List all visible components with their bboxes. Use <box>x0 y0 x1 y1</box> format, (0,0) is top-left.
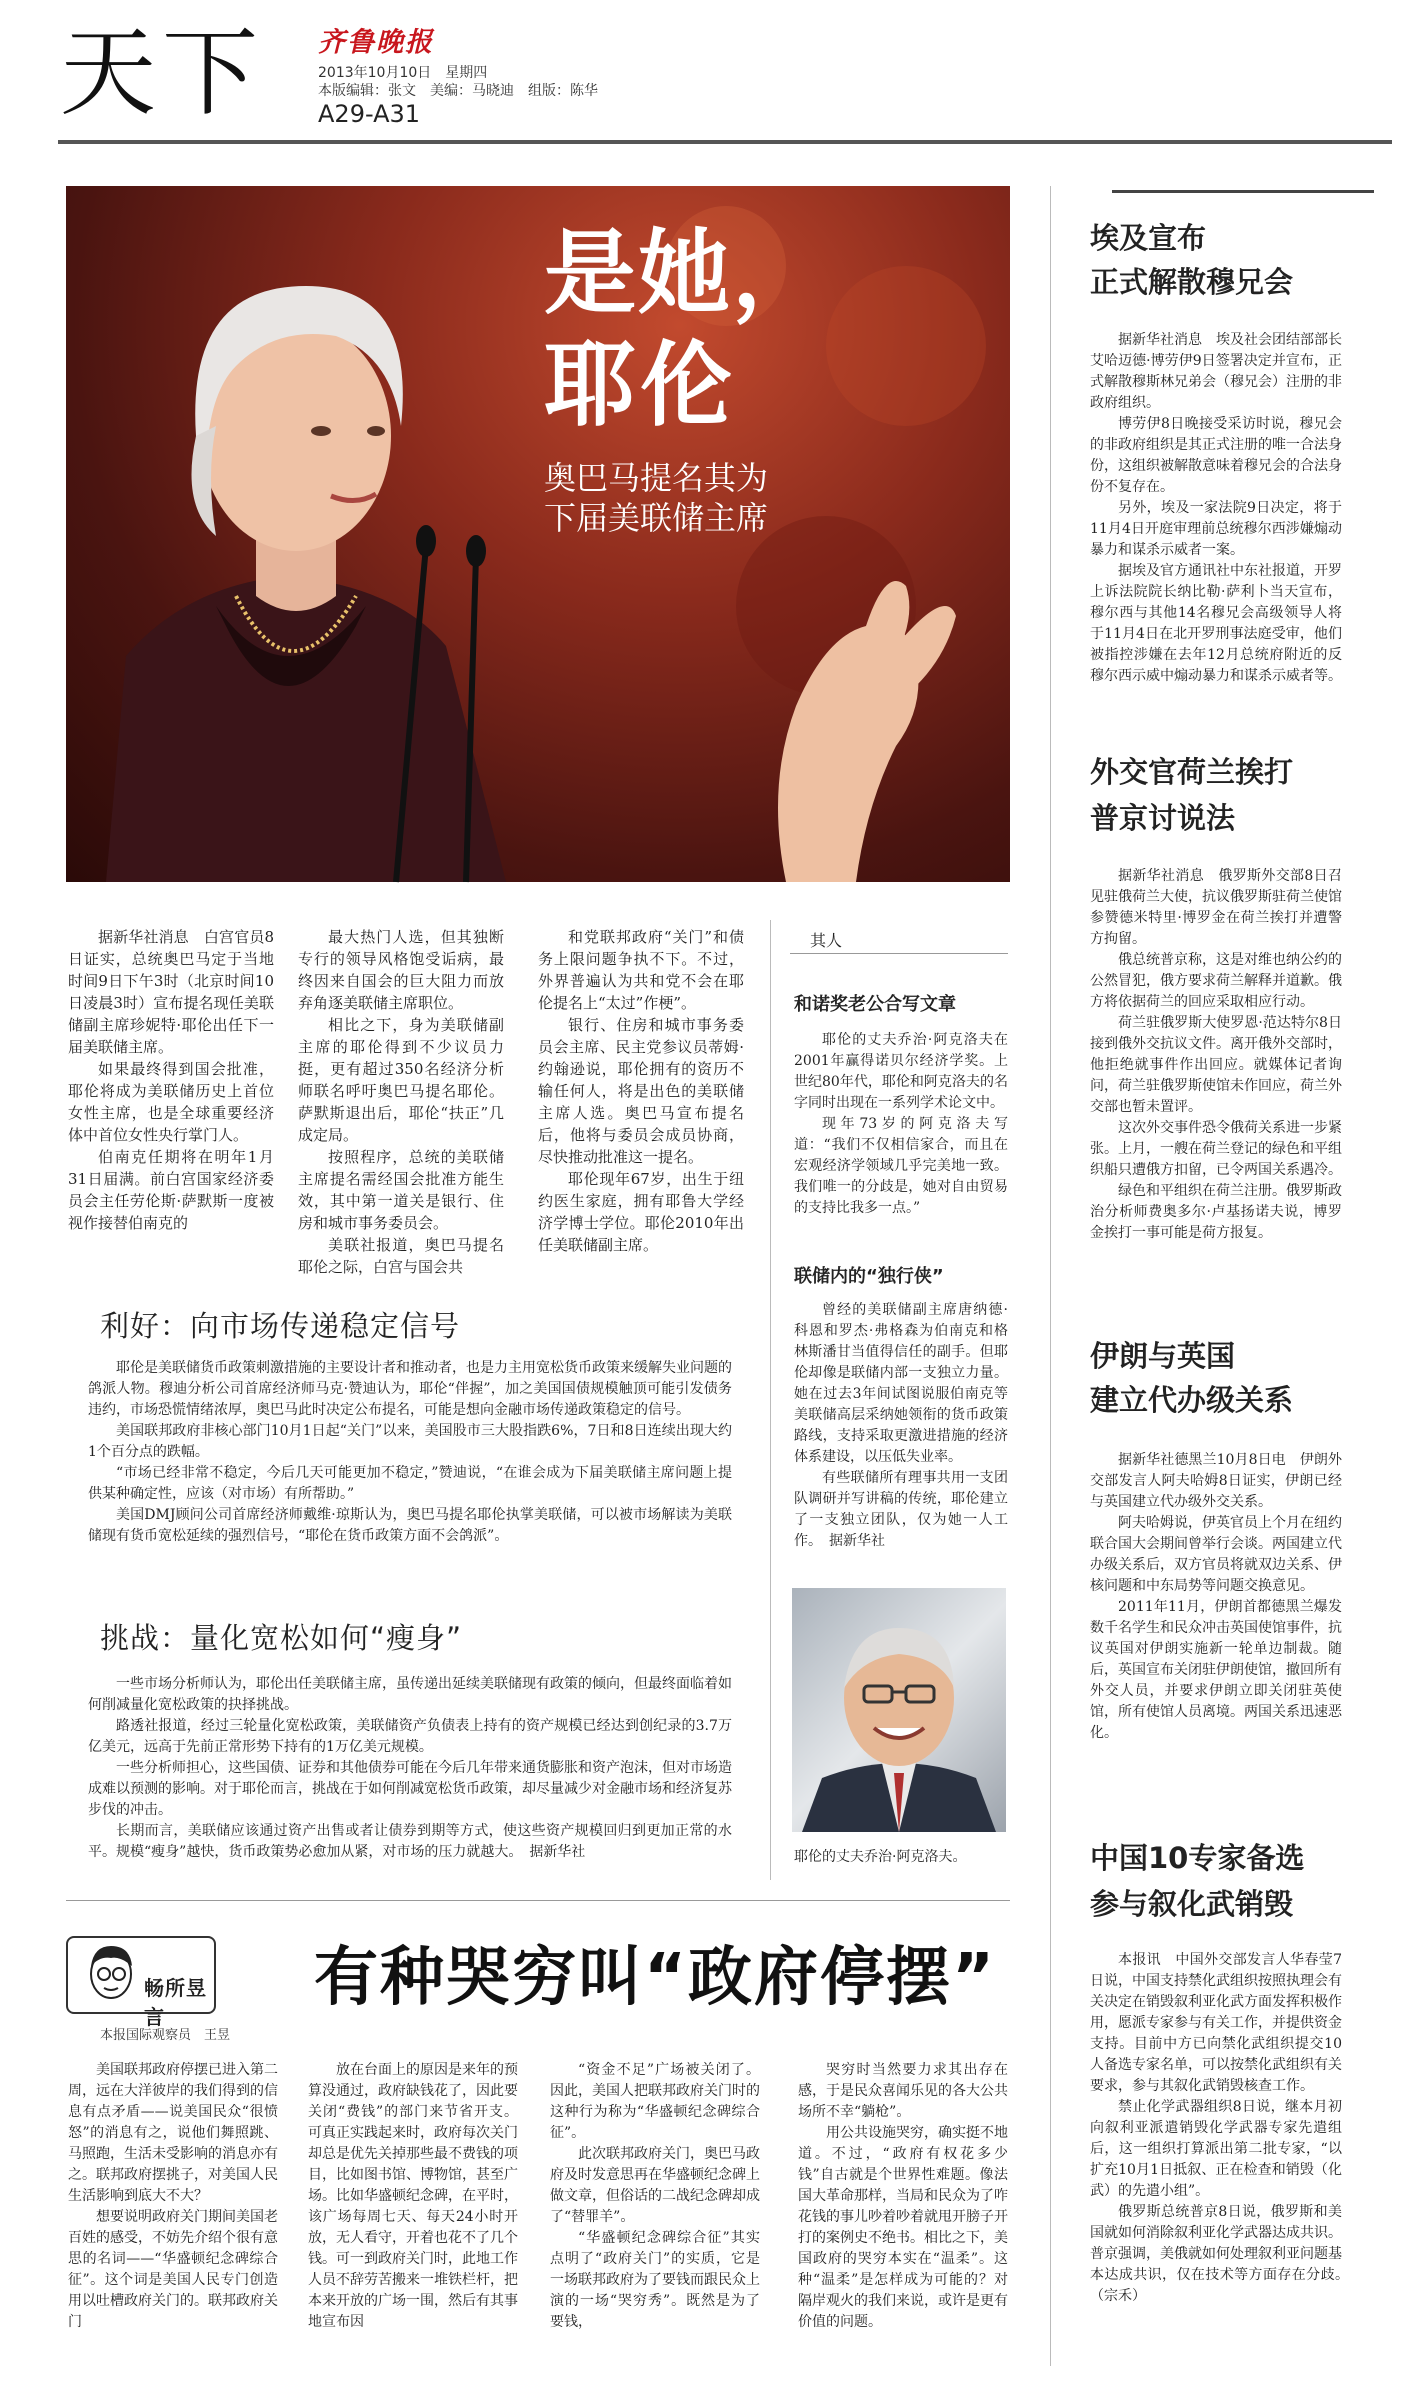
page-range: A29-A31 <box>318 100 421 128</box>
husband-photo-caption: 耶伦的丈夫乔治·阿克洛夫。 <box>794 1849 967 1865</box>
section-title: 天下 <box>60 17 264 129</box>
right-story3-head1: 伊朗与英国 <box>1090 1339 1236 1373</box>
sidebar-label: 其人 <box>810 931 843 950</box>
lead-body-col3: 和党联邦政府“关门”和债务上限问题争执不下。不过，外界普遍认为共和党不会在耶伦提名上“太过”作梗”。 银行、住房和城市事务委员会主席、民主党参议员蒂姆·约翰逊说，耶伦拥有的资历不输任何人，将是出色的美联储主席人选。奥巴马宣布提名后，他将与委员会成员协商，尽快推动批准这一提名。 耶伦现年67岁，出生于纽约医生家庭，拥有耶鲁大学经济学博士学位。耶伦2010年出任美联储副主席。 <box>538 928 744 1254</box>
columnist-sketch-icon <box>76 1938 146 2012</box>
right-story1-head2: 正式解散穆兄会 <box>1090 265 1294 299</box>
right-story3-head2: 建立代办级关系 <box>1090 1383 1294 1417</box>
columnist-avatar <box>66 1936 216 2029</box>
lead-photo <box>66 186 1010 882</box>
right-col-top-rule <box>1112 190 1374 193</box>
column-col4: 哭穷时当然要力求其出存在感，于是民众喜闻乐见的各大公共场所不幸“躺枪”。 用公共设施哭穷，确实挺不地道。不过，“政府有权花多少钱”自古就是个世界性难题。像法国大革命那样，当局和民众为了咋花钱的事儿吵着吵着就甩开膀子开打的案例史不绝书。相比之下，美国政府的哭穷本实在“温柔”。这种“温柔”是怎样成为可能的？对隔岸观火的我们来说，或许是更有价值的问题。 <box>798 2062 1008 2330</box>
right-story4-head1: 中国10专家备选 <box>1090 1841 1305 1875</box>
lead-body-col1: 据新华社消息 白宫官员8日证实，总统奥巴马定于当地时间9日下午3时（北京时间10日凌晨3时）宣布提名现任美联储副主席珍妮特·耶伦出任下一届美联储主席。 如果最终得到国会批准，耶伦将成为美联储历史上首位女性主席，也是全球重要经济体中首位女性央行掌门人。 伯南克任期将在明年1月31日届满。前白宫国家经济委员会主任劳伦斯·萨默斯一度被视作接替伯南克的 <box>68 928 274 1232</box>
husband-photo <box>792 1588 1006 1832</box>
man-portrait-illustration <box>792 1588 1006 1832</box>
editors-line: 本版编辑：张文 美编：马晓迪 组版：陈华 <box>318 83 598 99</box>
lead-headline-line1: 是她， <box>544 220 827 327</box>
column-headline: 有种哭穷叫“政府停摆” <box>314 1941 997 2015</box>
paper-name-logo: 齐鲁晚报 <box>318 27 434 58</box>
date-line: 2013年10月10日 星期四 <box>318 65 488 81</box>
sidebar-divider <box>770 920 771 1880</box>
sidebar-head2: 联储内的“独行侠” <box>794 1266 944 1287</box>
section-challenge-text: 一些市场分析师认为，耶伦出任美联储主席，虽传递出延续美联储现有政策的倾向，但最终面临着如何削减量化宽松政策的抉择挑战。 路透社报道，经过三轮量化宽松政策，美联储资产负债表上持有的资产规模已经达到创纪录的3.7万亿美元，远高于先前正常形势下持有的1万亿美元规模。 一些分析师担心，这些国债、证券和其他债券可能在今后几年带来通货膨胀和资产泡沫，但对市场造成难以预测的影响。对于耶伦而言，挑战在于如何削减宽松货币政策，却尽量减少对金融市场和经济复苏步伐的冲击。 长期而言，美联储应该通过资产出售或者让债券到期等方式，使这些资产规模回归到更加正常的水平。规模“瘦身”越快，货币政策势必愈加从紧，对市场的压力就越大。 据新华社 <box>88 1676 732 1860</box>
right-story3-text: 据新华社德黑兰10月8日电 伊朗外交部发言人阿夫哈姆8日证实，伊朗已经与英国建立代办级外交关系。 阿夫哈姆说，伊英官员上个月在纽约联合国大会期间曾举行会谈。两国建立代办级关系后，双方官员将就双边关系、伊核问题和中东局势等问题交换意见。 2011年11月，伊朗首都德黑兰爆发数千名学生和民众冲击英国使馆事件，抗议英国对伊朗实施新一轮单边制裁。随后，英国宣布关闭驻伊朗使馆，撤回所有外交人员，并要求伊朗立即关闭驻英使馆，所有使馆人员离境。两国关系迅速恶化。 <box>1090 1452 1342 1741</box>
lead-subhead-line1: 奥巴马提名其为 <box>544 459 769 497</box>
lead-body-col2: 最大热门人选，但其独断专行的领导风格饱受诟病，最终因来自国会的巨大阻力而放弃角逐美联储主席职位。 相比之下，身为美联储副主席的耶伦得到不少议员力挺，更有超过350名经济分析师联名呼吁奥巴马提名耶伦。萨默斯退出后，耶伦“扶正”几成定局。 按照程序，总统的美联储主席提名需经国会批准方能生效，其中第一道关是银行、住房和城市事务委员会。 美联社报道，奥巴马提名耶伦之际，白宫与国会共 <box>298 928 504 1276</box>
section-challenge-title: 挑战：量化宽松如何“瘦身” <box>100 1621 463 1655</box>
section-good-title: 利好：向市场传递稳定信号 <box>100 1309 461 1343</box>
right-story1-text: 据新华社消息 埃及社会团结部部长艾哈迈德·博劳伊9日签署决定并宣布，正式解散穆斯林兄弟会（穆兄会）注册的非政府组织。 博劳伊8日晚接受采访时说，穆兄会的非政府组织是其正式注册的唯一合法身份，这组织被解散意味着穆兄会的合法身份不复存在。 另外，埃及一家法院9日决定，将于11月4日开庭审理前总统穆尔西涉嫌煽动暴力和谋杀示威者一案。 据埃及官方通讯社中东社报道，开罗上诉法院院长纳比勒·萨利卜当天宣布，穆尔西与其他14名穆兄会高级领导人将于11月4日在北开罗刑事法庭受审，他们被指控涉嫌在去年12月总统府附近的反穆尔西示威中煽动暴力和谋杀示威者等。 <box>1090 332 1342 684</box>
right-story2-head2: 普京讨说法 <box>1090 801 1236 835</box>
right-column-divider <box>1050 186 1051 2366</box>
lead-headline-line2: 耶伦 <box>544 332 737 439</box>
right-story1-head1: 埃及宣布 <box>1090 221 1207 255</box>
sidebar-text2: 曾经的美联储副主席唐纳德·科恩和罗杰·弗格森为伯南克和格林斯潘甘当值得信任的副手。但耶伦却像是联储内部一支独立力量。她在过去3年间试图说服伯南克等美联储高层采纳她领衔的货币政策路线，支持采取更激进措施的经济体系建设，以压低失业率。 有些联储所有理事共用一支团队调研并写讲稿的传统，耶伦建立了一支独立团队，仅为她一人工作。 据新华社 <box>794 1302 1008 1549</box>
column-divider-rule <box>66 1900 1010 1901</box>
woman-portrait-illustration <box>66 186 1010 882</box>
sidebar-head1: 和诺奖老公合写文章 <box>794 994 956 1015</box>
column-col3: “资金不足”广场被关闭了。因此，美国人把联邦政府关门时的这种行为称为“华盛顿纪念碑综合征”。 此次联邦政府关门，奥巴马政府及时发意思再在华盛顿纪念碑上做文章，但俗话的二战纪念碑却成了“替罪羊”。 “华盛顿纪念碑综合征”其实点明了“政府关门”的实质，它是一场联邦政府为了要钱而跟民众上演的一场“哭穷秀”。既然是为了要钱， <box>550 2062 760 2330</box>
right-story2-text: 据新华社消息 俄罗斯外交部8日召见驻俄荷兰大使，抗议俄罗斯驻荷兰使馆参赞德米特里·博罗金在荷兰挨打并遭警方拘留。 俄总统普京称，这是对维也纳公约的公然冒犯，俄方要求荷兰解释并道歉。俄方将依据荷兰的回应采取相应行动。 荷兰驻俄罗斯大使罗恩·范达特尔8日接到俄外交抗议文件。离开俄外交部时，他拒绝就事件作出回应。就媒体记者询问，荷兰驻俄罗斯使馆未作回应，荷兰外交部也暂未置评。 这次外交事件恐令俄荷关系进一步紧张。上月，一艘在荷兰登记的绿色和平组织船只遭俄方扣留，已令两国关系遇冷。 绿色和平组织在荷兰注册。俄罗斯政治分析师费奥多尔·卢基扬诺夫说，博罗金挨打一事可能是荷方报复。 <box>1090 868 1342 1241</box>
sidebar-label-box <box>790 926 1008 954</box>
lead-subhead-line2: 下届美联储主席 <box>544 499 769 537</box>
right-story4-head2: 参与叙化武销毁 <box>1090 1887 1294 1921</box>
column-logo-text: 畅所昱言 <box>144 1976 207 2029</box>
column-col1: 美国联邦政府停摆已进入第二周，远在大洋彼岸的我们得到的信息有点矛盾——说美国民众“很愤怒”的消息有之，说他们舞照跳、马照跑，生活未受影响的消息亦有之。联邦政府摆挑子，对美国人民生活影响到底大不大？ 想要说明政府关门期间美国老百姓的感受，不妨先介绍个很有意思的名词——“华盛顿纪念碑综合征”。这个词是美国人民专门创造用以吐槽政府关门的。联邦政府关门 <box>68 2062 278 2330</box>
column-byline: 本报国际观察员 王昱 <box>100 2028 231 2043</box>
sidebar-text1: 耶伦的丈夫乔治·阿克洛夫在2001年赢得诺贝尔经济学奖。上世纪80年代，耶伦和阿克洛夫的名字同时出现在一系列学术论文中。 现年73岁的阿克洛夫写道：“我们不仅相信家合，而且在宏观经济学领域几乎完美地一致。我们唯一的分歧是，她对自由贸易的支持比我多一点。” <box>794 1032 1008 1216</box>
right-story2-head1: 外交官荷兰挨打 <box>1090 755 1294 789</box>
right-story4-text: 本报讯 中国外交部发言人华春莹7日说，中国支持禁化武组织按照执理会有关决定在销毁叙利亚化武方面发挥积极作用，愿派专家参与有关工作，并提供资金支持。目前中方已向禁化武组织提交10人备选专家名单，可以按禁化武组织有关要求，参与其叙化武销毁核查工作。 禁止化学武器组织8日说，继本月初向叙利亚派遣销毁化学武器专家先遣组后，这一组织打算派出第二批专家，“以扩充10月1日抵叙、正在检查和销毁（化武）的先遣小组”。 俄罗斯总统普京8日说，俄罗斯和美国就如何消除叙利亚化学武器达成共识。普京强调，美俄就如何处理叙利亚问题基本达成共识，仅在技术等方面存在分歧。 （宗禾） <box>1090 1952 1356 2304</box>
masthead-rule <box>58 140 1392 144</box>
column-col2: 放在台面上的原因是来年的预算没通过，政府缺钱花了，因此要关闭“费钱”的部门来节省开支。可真正实践起来时，政府每次关门却总是优先关掉那些最不费钱的项目，比如图书馆、博物馆，甚至广场。比如华盛顿纪念碑，在平时，该广场每周七天、每天24小时开放，无人看守，开着也花不了几个钱。可一到政府关门时，此地工作人员不辞劳苦搬来一堆铁栏杆，把本来开放的广场一围，然后有其事地宣布因 <box>308 2062 518 2330</box>
section-good-text: 耶伦是美联储货币政策刺激措施的主要设计者和推动者，也是力主用宽松货币政策来缓解失业问题的鸽派人物。穆迪分析公司首席经济师马克·赞迪认为，耶伦“伴握”，加之美国国债规模触顶可能引发债务违约，市场恐慌情绪浓厚，奥巴马此时决定公布提名，可能是想向金融市场传递政策稳定的信号。 美国联邦政府非核心部门10月1日起“关门”以来，美国股市三大股指跌6%，7日和8日连续出现大约1个百分点的跌幅。 “市场已经非常不稳定，今后几天可能更加不稳定，”赞迪说，“在谁会成为下届美联储主席问题上提供某种确定性，应该（对市场）有所帮助。” 美国DMJ顾问公司首席经济师戴维·琼斯认为，奥巴马提名耶伦执掌美联储，可以被市场解读为美联储现有货币宽松延续的强烈信号，“耶伦在货币政策方面不会鸽派”。 <box>88 1360 732 1544</box>
